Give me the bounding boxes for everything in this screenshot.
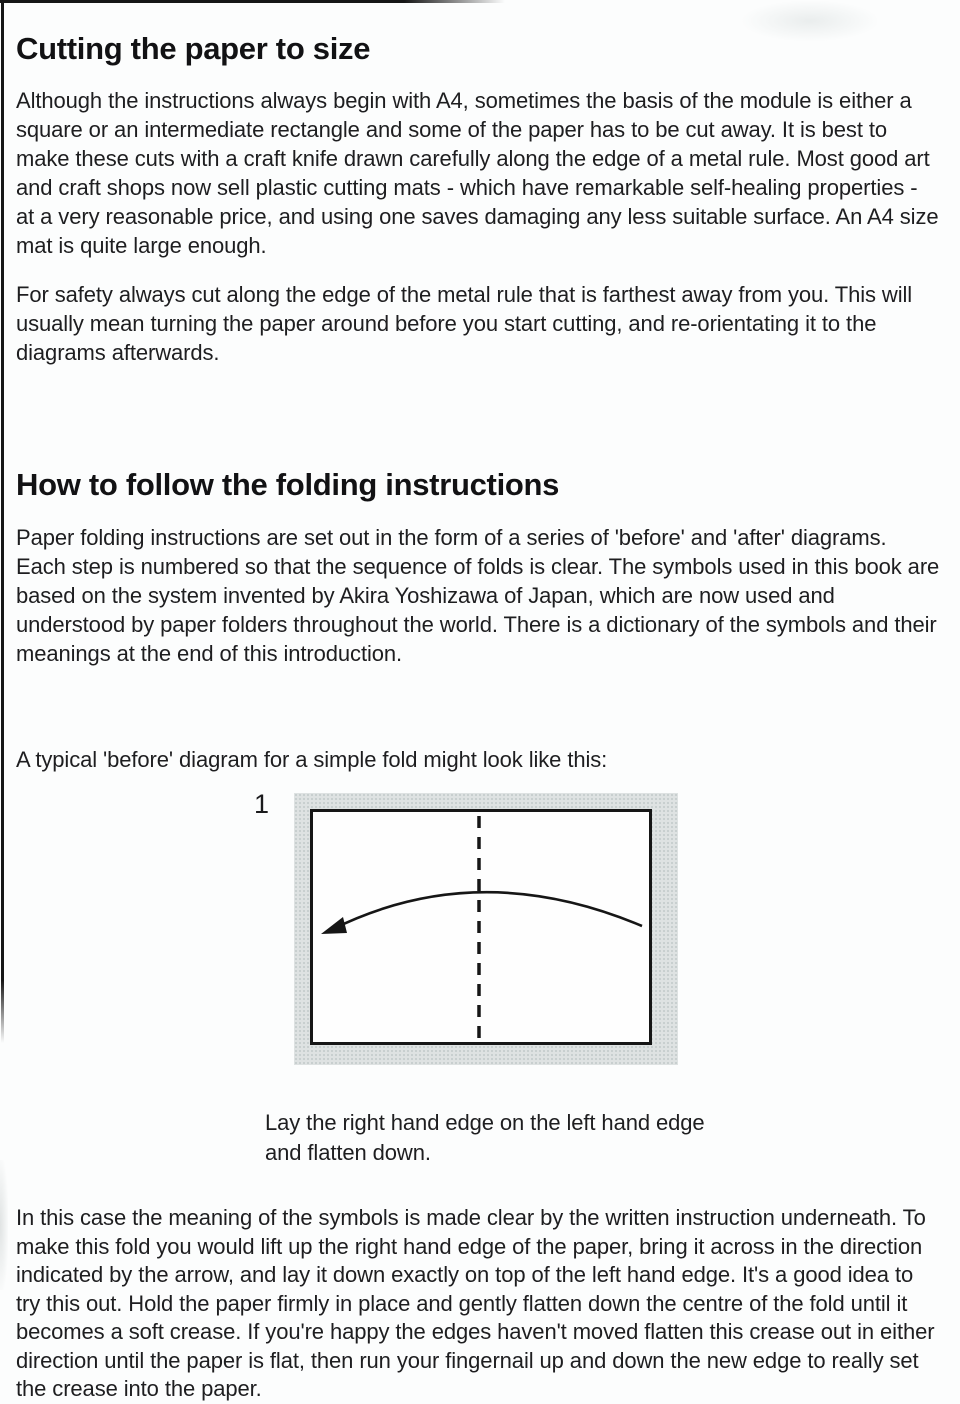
paragraph-cutting-1: Although the instructions always begin with A4, sometimes the basis of the module is either a square or an intermediate rectangle and some of the paper has to be cut away. It is best to make these cuts with a craft knife drawn carefully along the edge of a metal rule. Most good art and craft shops now sell plastic cutting mats - which have remarkable self-healing properties - at a very reasonable price, and using one saves damaging any less suitable surface. An A4 size mat is quite large enough. — [16, 88, 939, 258]
figure-intro-line: A typical 'before' diagram for a simple fold might look like this: — [16, 747, 608, 772]
section-heading-cutting-paper: Cutting the paper to size — [16, 30, 371, 66]
scan-smudge — [0, 1160, 8, 1290]
paragraph-cutting-safety: For safety always cut along the edge of the metal rule that is farthest away from you. This will usually mean turning the paper around before you start cutting, and re-orientating it to the diagrams afterwards. — [16, 282, 913, 365]
scan-edge-line-top — [0, 0, 505, 3]
figure-caption: Lay the right hand edge on the left hand edge and flatten down. — [265, 1110, 705, 1165]
fold-arrowhead-icon — [321, 917, 347, 934]
scan-smudge — [740, 0, 880, 42]
figure-step-number: 1 — [254, 789, 270, 819]
fold-arrow-icon — [333, 892, 642, 929]
paper-outline — [310, 809, 652, 1045]
scan-edge-line-left — [1, 0, 4, 1043]
section-heading-folding-instructions: How to follow the folding instructions — [16, 466, 560, 502]
paragraph-folding-1: Paper folding instructions are set out in the form of a series of 'before' and 'after' diagrams. Each step is numbered so that the sequence of folds is clear. The symbols used in this book are based on the system invented by Akira Yoshizawa of Japan, which are now used and understood by paper folders throughout the world. There is a dictionary of the symbols and their meanings at the end of this introduction. — [16, 525, 940, 666]
paragraph-folding-2: In this case the meaning of the symbols is made clear by the written instruction underneath. To make this fold you would lift up the right hand edge of the paper, bring it across in the direction indicated by the arrow, and lay it down exactly on top of the left hand edge. It's a good idea to try this out. Hold the paper firmly in place and gently flatten down the centre of the fold until it becomes a soft crease. If you're happy the edges haven't moved flatten this crease out in either direction until the paper is flat, then run your fingernail up and down the new edge to really set the crease into the paper. — [16, 1205, 935, 1401]
fold-diagram — [313, 812, 649, 1042]
figure-board-background — [294, 793, 678, 1065]
